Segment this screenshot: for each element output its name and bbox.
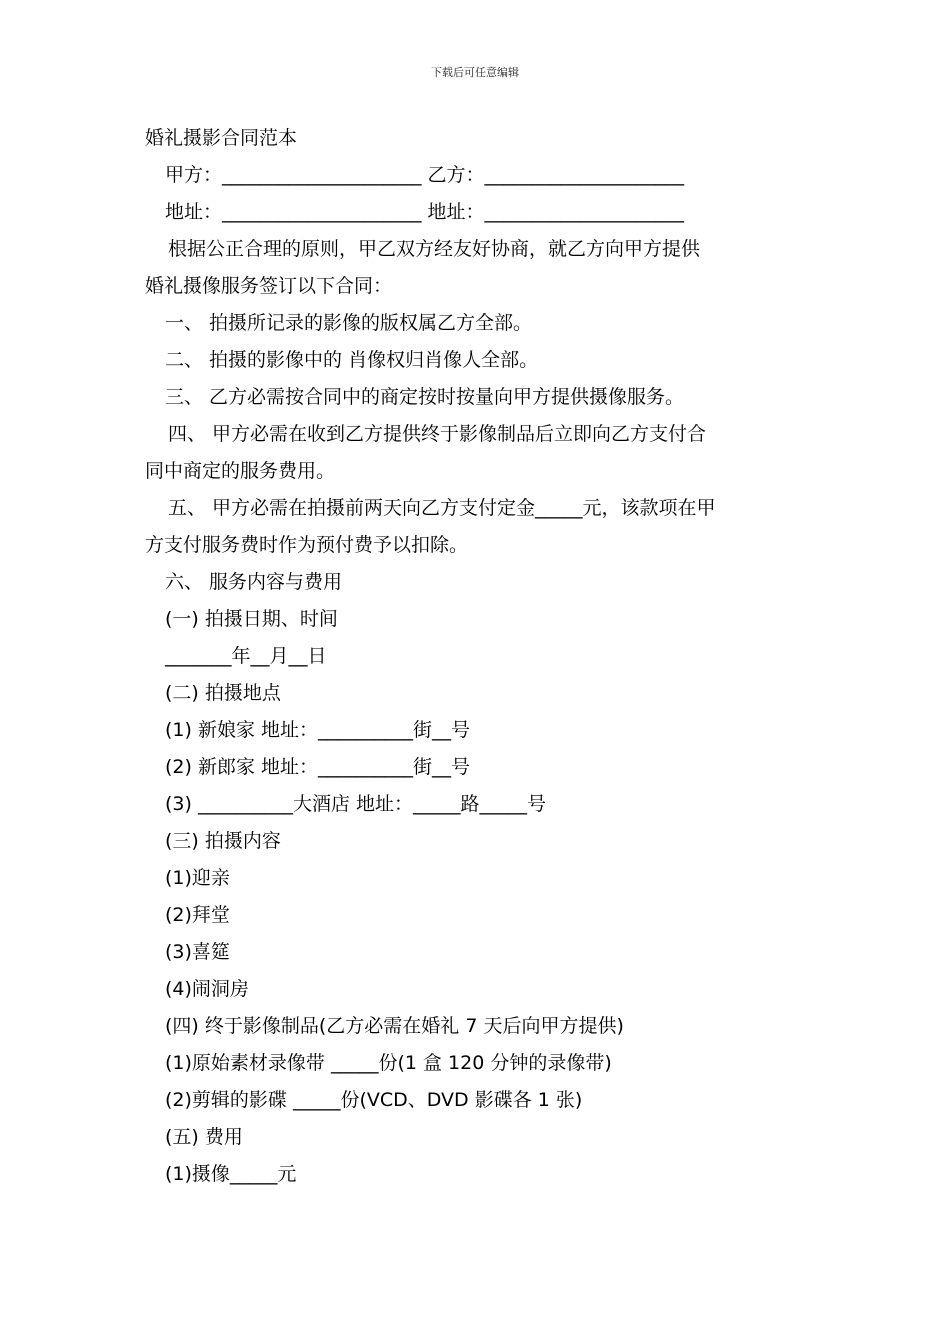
section-4-title: (四) 终于影像制品(乙方必需在婚礼 7 天后向甲方提供) — [165, 1015, 624, 1037]
clause-6: 六、 服务内容与费用 — [165, 571, 343, 593]
intro-line-2: 婚礼摄像服务签订以下合同： — [145, 275, 393, 297]
intro-paragraph — [145, 231, 810, 305]
section-3-item-2: (2)拜堂 — [165, 904, 230, 926]
clause-3: 三、 乙方必需按合同中的商定按时按量向甲方提供摄像服务。 — [165, 386, 685, 408]
clause-4 — [145, 416, 810, 490]
section-3-item-1: (1)迎亲 — [165, 867, 230, 889]
clause-4-line-1: 四、 甲方必需在收到乙方提供终于影像制品后立即向乙方支付合 — [168, 423, 707, 445]
section-2-item-2: (2) 新郎家 地址：__________街__号 — [165, 756, 470, 778]
clause-1: 一、 拍摄所记录的影像的版权属乙方全部。 — [165, 312, 533, 334]
clause-5 — [145, 490, 810, 564]
section-3-item-3: (3)喜筵 — [165, 941, 230, 963]
section-5-item-1: (1)摄像_____元 — [165, 1163, 297, 1185]
section-2-title: (二) 拍摄地点 — [165, 682, 281, 704]
section-1-title: (一) 拍摄日期、时间 — [165, 608, 338, 630]
section-1-date: _______年__月__日 — [165, 645, 327, 667]
intro-line-1: 根据公正合理的原则，甲乙双方经友好协商，就乙方向甲方提供 — [168, 238, 701, 260]
document-body — [145, 120, 810, 1193]
clause-4-line-2: 同中商定的服务费用。 — [145, 460, 336, 482]
section-5-title: (五) 费用 — [165, 1126, 243, 1148]
clause-5-line-1: 五、 甲方必需在拍摄前两天向乙方支付定金_____元，该款项在甲 — [168, 497, 716, 519]
section-4-item-2: (2)剪辑的影碟 _____份(VCD、DVD 影碟各 1 张) — [165, 1089, 583, 1111]
party-line: 甲方：_____________________ 乙方：_____________________ — [165, 164, 685, 186]
section-3-title: (三) 拍摄内容 — [165, 830, 281, 852]
address-line: 地址：_____________________ 地址：_____________________ — [165, 201, 685, 223]
section-2-item-3: (3) __________大酒店 地址：_____路_____号 — [165, 793, 546, 815]
section-4-item-1: (1)原始素材录像带 _____份(1 盒 120 分钟的录像带) — [165, 1052, 612, 1074]
page-header-note: 下载后可任意编辑 — [431, 66, 519, 79]
document-title: 婚礼摄影合同范本 — [145, 127, 298, 149]
clause-5-line-2: 方支付服务费时作为预付费予以扣除。 — [145, 534, 469, 556]
section-3-item-4: (4)闹洞房 — [165, 978, 249, 1000]
section-2-item-1: (1) 新娘家 地址：__________街__号 — [165, 719, 470, 741]
clause-2: 二、 拍摄的影像中的 肖像权归肖像人全部。 — [165, 349, 539, 371]
